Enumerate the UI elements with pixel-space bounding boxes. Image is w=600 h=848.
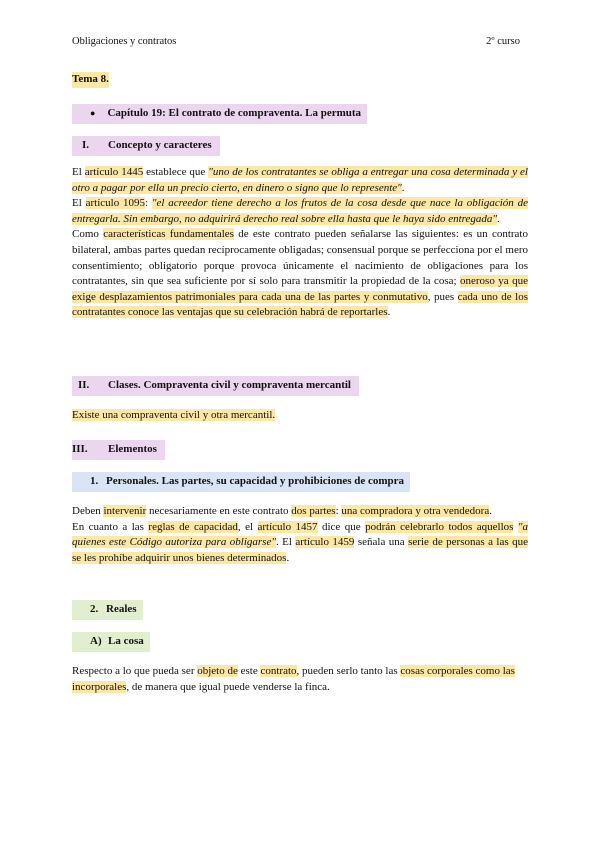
- subsection-3-bar: [72, 632, 150, 652]
- subsection-3-heading: [72, 632, 528, 652]
- subsection-2-bar: [72, 600, 143, 620]
- section-2-bar: [72, 376, 359, 396]
- subsection-1-title: Personales. Las partes, su capacidad y prohibiciones de compra: [106, 475, 405, 487]
- body-paragraphs-3: [72, 664, 528, 695]
- section-3-heading: [72, 440, 528, 460]
- body-paragraph-clases: [72, 408, 528, 424]
- header-subject: Obligaciones y contratos: [72, 36, 177, 47]
- section-1-heading: [72, 136, 528, 156]
- tema-heading: [72, 72, 528, 88]
- section-3-numeral: III.: [72, 443, 88, 455]
- chapter-title: Capítulo 19: El contrato de compraventa. La permuta: [107, 107, 362, 119]
- subsection-2-numeral: 2.: [90, 603, 99, 615]
- subsection-3-numeral: A): [90, 635, 102, 647]
- body-paragraphs-1: [72, 165, 528, 321]
- text: establece que: [143, 166, 209, 178]
- paragraph-partes: [72, 504, 528, 520]
- text: El: [72, 197, 86, 210]
- subsection-2-heading: [72, 600, 528, 620]
- highlight-podran-celebrarlo: podrán celebrarlo todos aquellos: [365, 520, 514, 533]
- paragraph-art-1445: [72, 165, 528, 196]
- text: . El: [275, 536, 296, 549]
- paragraph-caracteristicas: [72, 227, 528, 321]
- tema-label: Tema 8.: [72, 72, 109, 88]
- body-paragraphs-2: [72, 504, 528, 566]
- text: :: [335, 505, 342, 517]
- paragraph-capacidad: [72, 520, 528, 567]
- subsection-2-title: Reales: [106, 603, 137, 615]
- chapter-bar: [72, 104, 367, 124]
- highlight-prohibiciones: serie de personas a las que se les prohíbe adquirir unos bienes determinados: [72, 536, 528, 564]
- text: , pueden serlo tanto las: [296, 665, 401, 677]
- highlight-art-1457: artículo 1457: [257, 520, 318, 533]
- text: El: [72, 166, 85, 178]
- section-3-title: Elementos: [108, 443, 157, 455]
- quote-art-1095: "el acreedor tiene derecho a los frutos de la cosa desde que nace la obligación de entregarla. Sin embargo, no adquirirá derecho real sobre ella hasta que le haya sido entregada": [72, 197, 528, 225]
- text: de este contrato pueden señalarse las siguientes: es un contrato bilateral, ambas partes quedan recíprocamente obligadas; consensual porque se perfecciona por el mero consentimiento; obligatorio porque provoca únicamente el nacimiento de obligaciones para los contratantes, sin que sea suficiente por sí solo para transmitir la propiedad de la cosa;: [72, 228, 528, 288]
- quote-art-1457: "a quienes este Código autoriza para obligarse": [72, 520, 528, 549]
- text: , el: [237, 520, 258, 533]
- highlight-intervenir: intervenir: [103, 505, 147, 517]
- paragraph-objeto: [72, 664, 528, 695]
- highlight-cosas-corporales: cosas corporales como las incorporales: [72, 665, 515, 693]
- text: , pues: [427, 290, 458, 303]
- highlight-conmutativo: cada uno de los contratantes conoce las ventajas que su celebración habrá de reportarles: [72, 290, 528, 319]
- highlight-contrato: contrato: [260, 665, 297, 677]
- text: , de manera que igual puede venderse la finca.: [126, 680, 330, 693]
- chapter-heading: [72, 104, 528, 124]
- section-1-numeral: I.: [82, 139, 90, 151]
- quote-art-1445: "uno de los contratantes se obliga a entregar una cosa determinada y el otro a pagar por ella un precio cierto, en dinero o signo que lo represente": [72, 166, 528, 194]
- text: .: [489, 505, 492, 517]
- subsection-3-title: La cosa: [108, 635, 144, 647]
- text: Como: [72, 228, 104, 241]
- text: :: [145, 197, 152, 210]
- text: En cuanto a las: [72, 520, 149, 533]
- paragraph-art-1095: [72, 196, 528, 227]
- header-course: 2º curso: [486, 36, 520, 47]
- section-2-numeral: II.: [78, 379, 90, 391]
- highlight-caracteristicas: características fundamentales: [103, 228, 234, 241]
- page-header: [72, 36, 528, 47]
- section-2-title: Clases. Compraventa civil y compraventa mercantil: [108, 379, 351, 391]
- highlight-oneroso: oneroso ya que exige desplazamientos patrimoniales para cada una de las partes y conmutativo: [72, 275, 529, 303]
- highlight-clases: Existe una compraventa civil y otra mercantil.: [72, 409, 276, 421]
- highlight-reglas-capacidad: reglas de capacidad: [148, 520, 238, 533]
- text: este: [237, 665, 261, 677]
- subsection-1-bar: [72, 472, 410, 492]
- bullet-icon: ●: [90, 108, 96, 118]
- text: .: [497, 212, 500, 225]
- highlight-art-1459: artículo 1459: [295, 536, 355, 549]
- text: Deben: [72, 505, 104, 517]
- text: necesariamente en este contrato: [146, 505, 292, 517]
- highlight-objeto: objeto de: [197, 665, 238, 677]
- text: señala una: [354, 536, 409, 549]
- section-3-bar: [72, 440, 165, 460]
- section-2-heading: [72, 376, 528, 396]
- highlight-compradora-vendedora: una compradora y otra vendedora: [341, 505, 490, 517]
- text: Respecto a lo que pueda ser: [72, 665, 198, 677]
- text: .: [401, 181, 405, 194]
- highlight-art-1445: artículo 1445: [84, 166, 144, 178]
- highlight-art-1095: artículo 1095: [85, 197, 145, 210]
- highlight-dos-partes: dos partes: [291, 505, 336, 517]
- section-1-bar: [72, 136, 220, 156]
- section-1-title: Concepto y caracteres: [108, 139, 212, 151]
- subsection-1-numeral: 1.: [90, 475, 99, 487]
- text: dice que: [317, 520, 366, 533]
- text: .: [286, 551, 290, 564]
- text: .: [387, 306, 391, 319]
- subsection-1-heading: [72, 472, 528, 492]
